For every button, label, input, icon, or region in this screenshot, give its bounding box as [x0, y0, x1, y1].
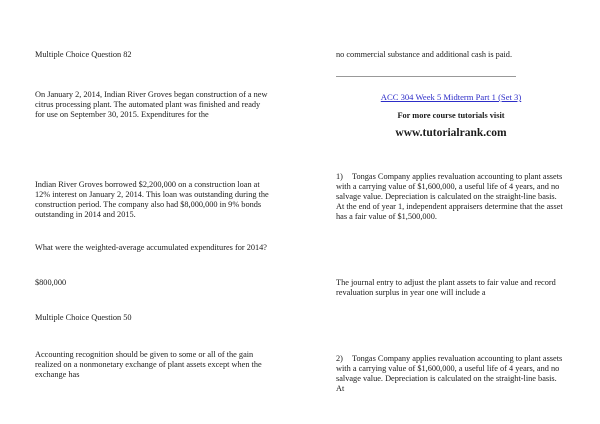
question-1-text: Tongas Company applies revaluation accounting to plant assets with a carrying value of $1,600,000, a useful life of 4 years, and no salvage value. Depreciation is calculated on the straight-line basis. At the end of year 1, independent appraisers determine that the asset has a fair value of $1,500,000.: [336, 172, 563, 221]
question-2-text: Tongas Company applies revaluation accounting to plant assets with a carrying value of $1,600,000, a useful life of 4 years, and no salvage value. Depreciation is calculated on the straight-line basis. At: [336, 354, 563, 393]
question-82-label: Multiple Choice Question 82: [35, 50, 132, 59]
course-link[interactable]: ACC 304 Week 5 Midterm Part 1 (Set 3): [380, 92, 522, 102]
question-prompt: What were the weighted-average accumulated expenditures for 2014?: [35, 243, 267, 252]
question-82-text: On January 2, 2014, Indian River Groves began construction of a new citrus processing plant. The automated plant was finished and ready for use on September 30, 2015. Expenditures for the: [35, 90, 268, 119]
loan-paragraph: Indian River Groves borrowed $2,200,000 on a construction loan at 12% interest on January 2, 2014. This loan was outstanding during the construction period. The company also had $8,000,000 in 9% bonds outstanding in 2014 and 2015.: [35, 180, 269, 219]
divider-line: [336, 76, 516, 77]
question-50-text: Accounting recognition should be given to some or all of the gain realized on a nonmonetary exchange of plant assets except when the exchange has: [35, 350, 262, 379]
journal-entry-text: The journal entry to adjust the plant assets to fair value and record revaluation surplus in year one will include a: [336, 278, 556, 297]
question-50-label: Multiple Choice Question 50: [35, 313, 132, 322]
question-2: [336, 354, 566, 394]
answer-value: $800,000: [35, 278, 67, 287]
question-1-number: 1): [336, 172, 343, 181]
continuation-text: no commercial substance and additional cash is paid.: [336, 50, 513, 59]
question-1: [336, 172, 566, 222]
question-2-number: 2): [336, 354, 343, 363]
site-url[interactable]: www.tutorialrank.com: [395, 127, 507, 139]
more-tutorials-text: For more course tutorials visit: [397, 111, 505, 120]
